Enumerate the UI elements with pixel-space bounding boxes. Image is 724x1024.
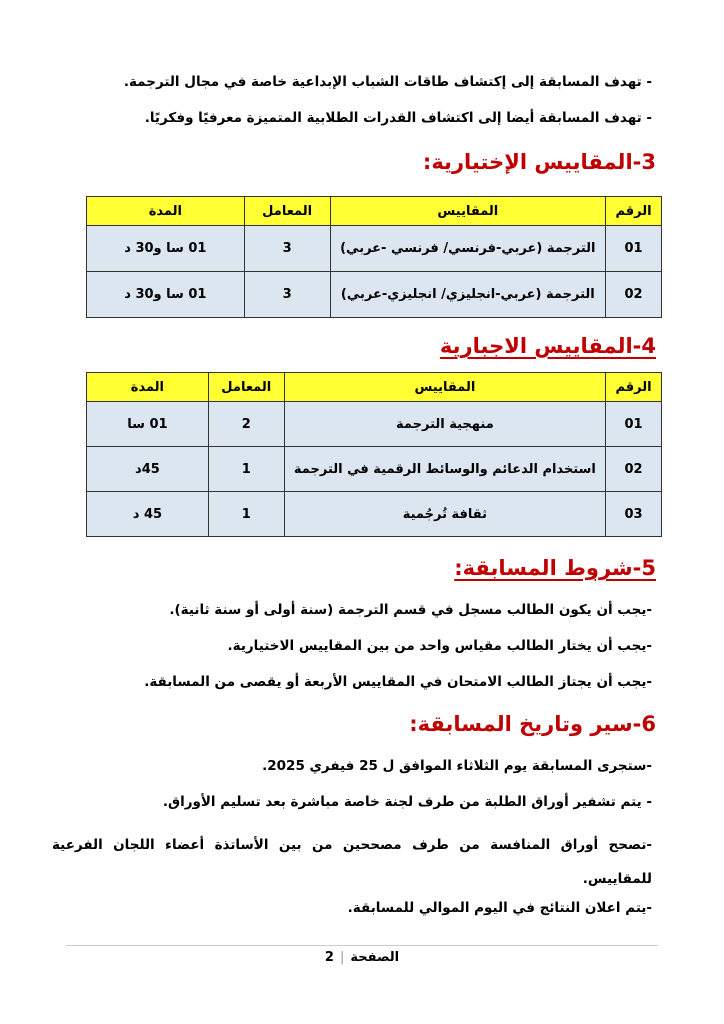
- header-number: الرقم: [606, 197, 662, 226]
- cell-number: 01: [606, 226, 662, 272]
- cell-duration: 01 سا: [87, 402, 209, 447]
- cell-duration: 45د: [87, 447, 209, 492]
- header-duration: المدة: [87, 197, 245, 226]
- cell-measure: الترجمة (عربي-انجليزي/ انجليزي-عربي): [330, 272, 605, 318]
- header-coefficient: المعامل: [244, 197, 330, 226]
- header-measure: المقاييس: [330, 197, 605, 226]
- section-4-title: 4-المقاييس الاجبارية: [439, 334, 656, 358]
- cell-duration: 01 سا و30 د: [87, 272, 245, 318]
- condition-item: -يجب أن يختار الطالب مقياس واحد من بين المقاييس الاختيارية.: [227, 638, 652, 654]
- condition-item: -يجب أن يجتاز الطالب الامتحان في المقاييس الأربعة أو يقصى من المسابقة.: [144, 674, 652, 690]
- table-header-row: [87, 197, 662, 226]
- header-number: الرقم: [606, 373, 662, 402]
- cell-coefficient: 2: [208, 402, 284, 447]
- cell-coefficient: 1: [208, 447, 284, 492]
- schedule-item: -يتم اعلان النتائج في اليوم الموالي للمسابقة.: [347, 900, 652, 916]
- table-row: [87, 492, 662, 537]
- table-row: [87, 402, 662, 447]
- footer-separator: |: [339, 950, 345, 965]
- table-row: [87, 272, 662, 318]
- cell-measure: استخدام الدعائم والوسائط الرقمية في الترجمة: [284, 447, 605, 492]
- optional-measures-table: [86, 196, 662, 318]
- section-3-title: 3-المقاييس الإختيارية:: [422, 150, 656, 174]
- condition-item: -يجب أن يكون الطالب مسجل في قسم الترجمة (سنة أولى أو سنة ثانية).: [169, 602, 652, 618]
- cell-coefficient: 3: [244, 226, 330, 272]
- schedule-item: - يتم تشفير أوراق الطلبة من طرف لجنة خاصة مباشرة بعد تسليم الأوراق.: [162, 794, 652, 810]
- intro-line-1: - تهدف المسابقة إلى إكتشاف طاقات الشباب الإبداعية خاصة في مجال الترجمة.: [123, 74, 652, 90]
- cell-coefficient: 1: [208, 492, 284, 537]
- cell-duration: 45 د: [87, 492, 209, 537]
- cell-duration: 01 سا و30 د: [87, 226, 245, 272]
- table-row: [87, 447, 662, 492]
- page-number: 2: [324, 950, 334, 965]
- cell-coefficient: 3: [244, 272, 330, 318]
- cell-measure: الترجمة (عربي-فرنسي/ فرنسي -عربي): [330, 226, 605, 272]
- table-row: [87, 226, 662, 272]
- cell-measure: ثقافة تُرجُمية: [284, 492, 605, 537]
- page-footer: [0, 950, 724, 965]
- table-header-row: [87, 373, 662, 402]
- mandatory-measures-table: [86, 372, 662, 537]
- header-coefficient: المعامل: [208, 373, 284, 402]
- schedule-item: -ستجرى المسابقة يوم الثلاثاء الموافق ل 25 فيفري 2025.: [262, 758, 652, 774]
- cell-number: 02: [606, 272, 662, 318]
- section-6-title: 6-سير وتاريخ المسابقة:: [409, 712, 656, 736]
- header-duration: المدة: [87, 373, 209, 402]
- schedule-item: -تصحح أوراق المنافسة من طرف مصححين من بين الأساتذة أعضاء اللجان الفرعية للمقاييس.: [52, 837, 652, 887]
- page-label: الصفحة: [350, 950, 400, 965]
- section-5-title: 5-شروط المسابقة:: [454, 556, 656, 580]
- cell-number: 03: [606, 492, 662, 537]
- cell-measure: منهجية الترجمة: [284, 402, 605, 447]
- footer-divider: [66, 945, 658, 946]
- cell-number: 02: [606, 447, 662, 492]
- header-measure: المقاييس: [284, 373, 605, 402]
- cell-number: 01: [606, 402, 662, 447]
- intro-line-2: - تهدف المسابقة أيضا إلى اكتشاف القدرات الطلابية المتميزة معرفيًا وفكريًا.: [144, 110, 652, 126]
